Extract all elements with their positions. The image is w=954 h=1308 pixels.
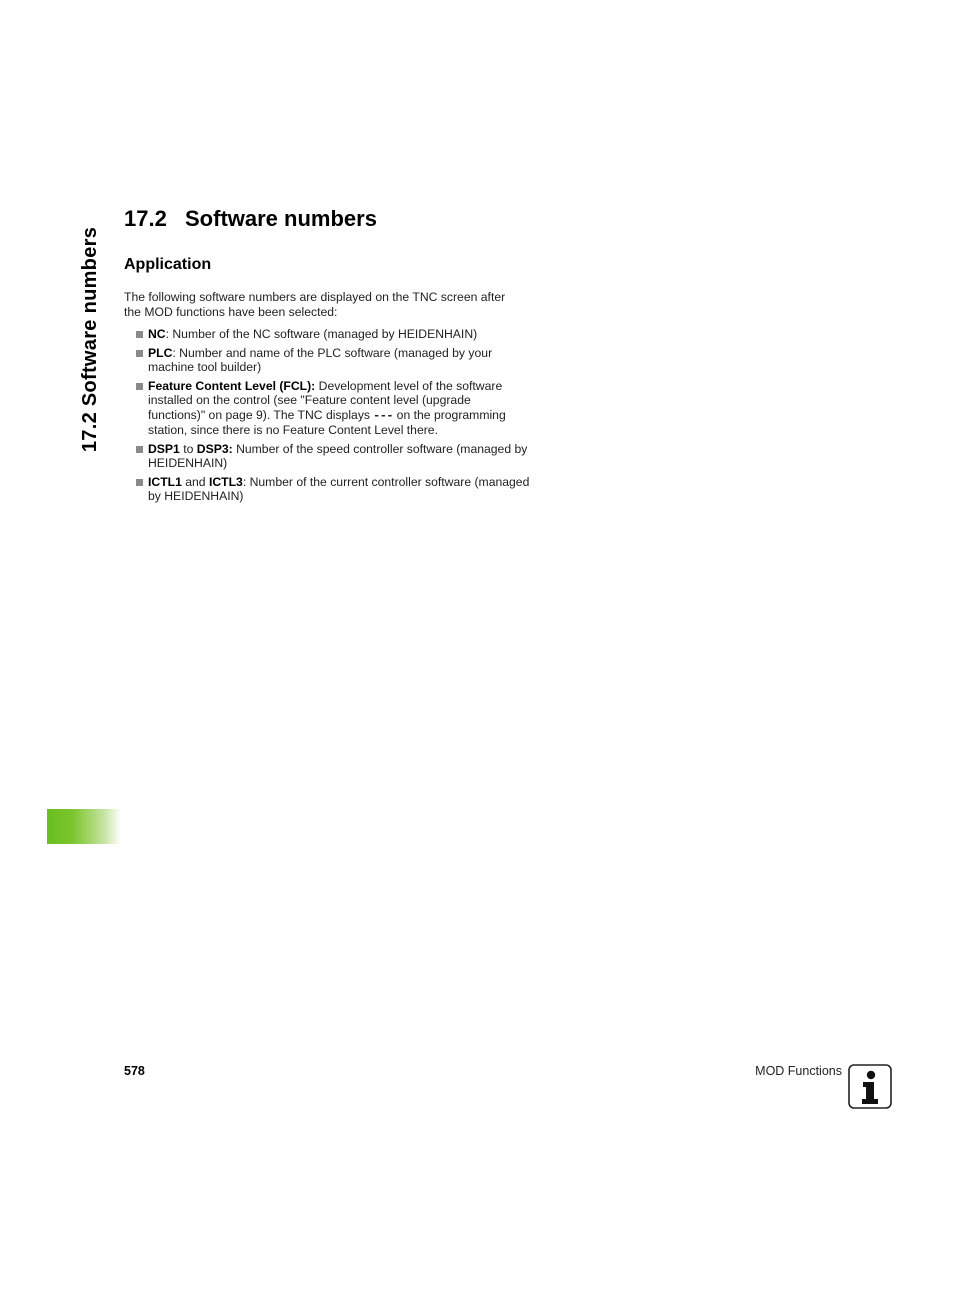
square-bullet-icon <box>136 479 143 486</box>
item-term: NC <box>148 327 166 341</box>
square-bullet-icon <box>136 350 143 357</box>
list-item <box>136 379 531 438</box>
info-icon <box>848 1064 892 1109</box>
item-term: ICTL3 <box>208 474 243 489</box>
footer-chapter-title: MOD Functions <box>755 1064 842 1078</box>
subheading: Application <box>124 256 212 273</box>
software-number-list <box>136 327 531 508</box>
item-text: on the programming station, since there is no Feature Content Level there. <box>148 407 506 437</box>
page-number: 578 <box>124 1064 145 1078</box>
item-term: DSP3: <box>196 441 233 456</box>
side-chapter-title: 17.2 Software numbers <box>79 226 102 452</box>
item-term: Feature Content Level (FCL): <box>148 378 316 393</box>
item-text: : Number of the current controller software (managed by HEIDENHAIN) <box>148 474 530 503</box>
item-text: Development level of the software installed on the control (see "Feature content level (upgrade functions)" on page 9). The TNC displays <box>148 378 503 422</box>
section-title <box>124 206 377 232</box>
square-bullet-icon <box>136 446 143 453</box>
chapter-color-tab <box>47 809 121 844</box>
item-term: DSP1 <box>148 441 180 456</box>
square-bullet-icon <box>136 331 143 338</box>
item-text: Number of the speed controller software (managed by HEIDENHAIN) <box>148 441 528 470</box>
item-connector: to <box>179 441 197 456</box>
item-term: PLC <box>148 345 173 360</box>
side-chapter-tab <box>78 214 104 464</box>
square-bullet-icon <box>136 383 143 390</box>
section-number: 17.2 <box>124 206 167 231</box>
inline-code: --- <box>373 408 394 422</box>
item-text: : Number of the NC software (managed by HEIDENHAIN) <box>165 327 478 341</box>
list-item <box>136 327 531 342</box>
item-text: : Number and name of the PLC software (managed by your machine tool builder) <box>148 345 493 374</box>
section-title-text: Software numbers <box>185 206 377 231</box>
list-item <box>136 475 531 504</box>
item-connector: and <box>181 474 209 489</box>
item-term: ICTL1 <box>148 474 182 489</box>
intro-paragraph: The following software numbers are displayed on the TNC screen after the MOD functions have been selected: <box>124 290 506 319</box>
list-item <box>136 346 531 375</box>
list-item <box>136 442 531 471</box>
